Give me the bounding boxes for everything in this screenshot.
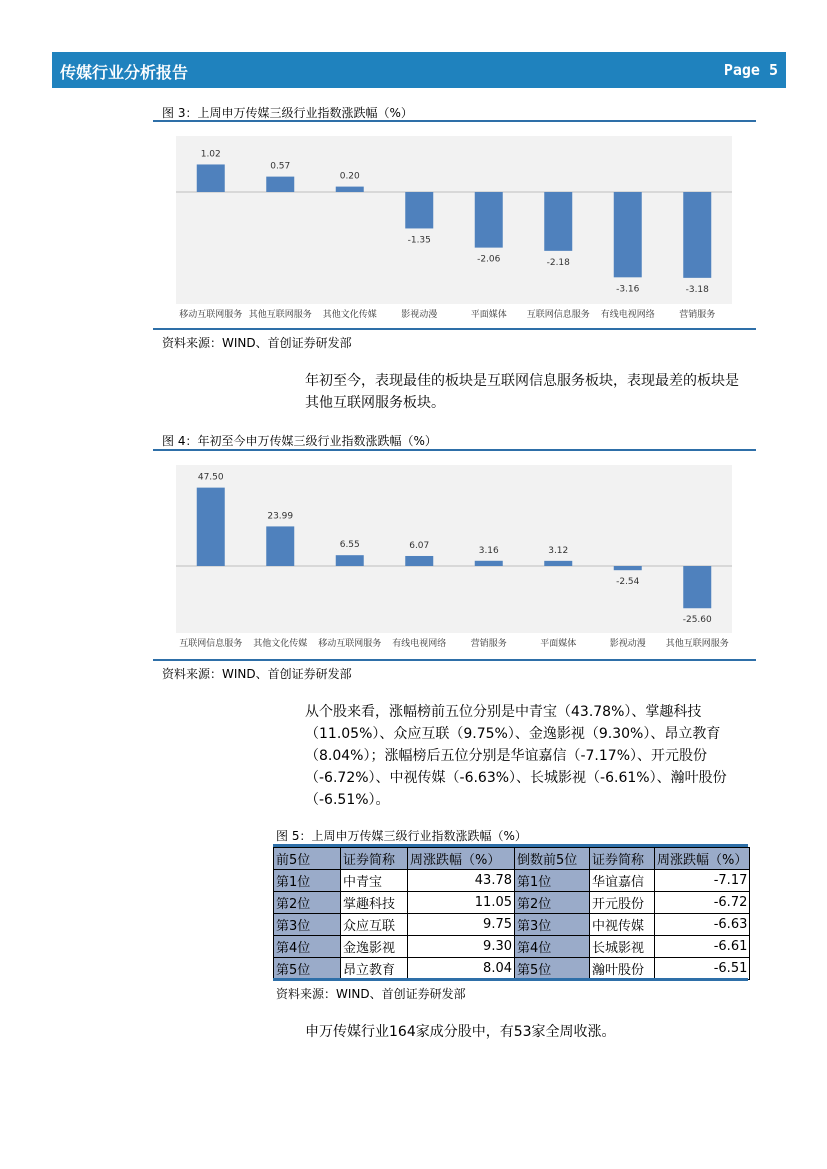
paragraph-ytd-summary: 年初至今，表现最佳的板块是互联网信息服务板块，表现最差的板块是其他互联网服务板块。 <box>305 373 739 411</box>
plot-area <box>176 136 732 304</box>
data-label: -25.60 <box>682 615 712 626</box>
bar <box>614 192 642 277</box>
fig4-source: 资料来源：WIND、首创证券研发部 <box>162 667 352 681</box>
fig3-top-rule <box>153 120 756 122</box>
category-label: 互联网信息服务 <box>526 310 590 320</box>
stock-bottom-cell: 中视传媒 <box>590 914 655 936</box>
table-row <box>274 914 750 936</box>
paragraph-stock-movers: 从个股来看，涨幅榜前五位分别是中青宝（43.78%）、掌趣科技（11.05%）、众应互联（9.75%）、金逸影视（9.30%）、昂立教育（8.04%）；涨幅榜后五位分别是华谊嘉信（-7.17%）、开元股份（-6.72%）、中视传媒（-6.63%）、长城影视（-6.61%）、瀚叶股份（-6.51%）。 <box>305 704 727 808</box>
table-row <box>274 936 750 958</box>
page-number: Page 5 <box>723 61 778 79</box>
bar <box>197 488 225 566</box>
bar <box>475 561 503 566</box>
data-label: -1.35 <box>407 235 431 246</box>
table-header-row <box>274 848 750 870</box>
bar <box>475 192 503 248</box>
table-row <box>274 958 750 980</box>
fig3-source: 资料来源：WIND、首创证券研发部 <box>162 336 352 350</box>
stock-top-cell: 众应互联 <box>341 914 408 936</box>
header-name-2: 证券简称 <box>590 848 655 870</box>
stock-bottom-cell: 长城影视 <box>590 936 655 958</box>
category-label: 营销服务 <box>679 310 716 320</box>
bar <box>266 177 294 192</box>
ranking-table <box>273 847 750 980</box>
category-label: 平面媒体 <box>470 310 507 320</box>
stock-bottom-cell: 开元股份 <box>590 892 655 914</box>
stock-top-cell: 金逸影视 <box>341 936 408 958</box>
category-label: 影视动漫 <box>609 639 646 649</box>
bar <box>336 187 364 192</box>
fig4-chart-svg <box>160 453 756 657</box>
change-bottom-cell: -6.61 <box>655 936 750 958</box>
fig5-title: 图 5：上周申万传媒三级行业指数涨跌幅（%） <box>276 829 527 843</box>
report-title: 传媒行业分析报告 <box>60 63 189 82</box>
category-label: 其他文化传媒 <box>322 310 377 320</box>
change-top-cell: 9.30 <box>408 936 515 958</box>
stock-top-cell: 掌趣科技 <box>341 892 408 914</box>
rank-top-cell: 第1位 <box>274 870 341 892</box>
fig4-title: 图 4：年初至今申万传媒三级行业指数涨跌幅（%） <box>162 434 437 448</box>
bar <box>405 556 433 566</box>
stock-top-cell: 中青宝 <box>341 870 408 892</box>
category-label: 其他文化传媒 <box>253 639 308 649</box>
bar <box>266 526 294 566</box>
fig5-bottom-rule <box>273 978 748 981</box>
fig4-bottom-rule <box>153 659 756 661</box>
rank-bottom-cell: 第3位 <box>515 914 590 936</box>
fig4-chart <box>160 453 756 657</box>
rank-top-cell: 第3位 <box>274 914 341 936</box>
category-label: 移动互联网服务 <box>179 310 243 320</box>
change-top-cell: 43.78 <box>408 870 515 892</box>
change-bottom-cell: -6.72 <box>655 892 750 914</box>
bar <box>197 164 225 192</box>
header-name: 证券简称 <box>341 848 408 870</box>
rank-top-cell: 第5位 <box>274 958 341 980</box>
rank-bottom-cell: 第2位 <box>515 892 590 914</box>
table-row <box>274 870 750 892</box>
fig4-top-rule <box>153 449 756 451</box>
table-row <box>274 892 750 914</box>
change-top-cell: 9.75 <box>408 914 515 936</box>
category-label: 其他互联网服务 <box>248 310 312 320</box>
bar <box>683 566 711 608</box>
change-bottom-cell: -6.63 <box>655 914 750 936</box>
fig5-source: 资料来源：WIND、首创证券研发部 <box>276 987 466 1001</box>
stock-bottom-cell: 瀚叶股份 <box>590 958 655 980</box>
data-label: -2.06 <box>477 254 501 265</box>
fig3-bottom-rule <box>153 328 756 330</box>
change-bottom-cell: -7.17 <box>655 870 750 892</box>
rank-bottom-cell: 第5位 <box>515 958 590 980</box>
rank-bottom-cell: 第4位 <box>515 936 590 958</box>
rank-top-cell: 第2位 <box>274 892 341 914</box>
header-change-2: 周涨跌幅（%） <box>655 848 750 870</box>
data-label: 47.50 <box>197 472 224 483</box>
data-label: 6.55 <box>339 540 360 551</box>
category-label: 移动互联网服务 <box>318 639 382 649</box>
category-label: 影视动漫 <box>401 310 438 320</box>
bar <box>683 192 711 278</box>
category-label: 营销服务 <box>470 639 507 649</box>
stock-top-cell: 昂立教育 <box>341 958 408 980</box>
change-top-cell: 8.04 <box>408 958 515 980</box>
change-bottom-cell: -6.51 <box>655 958 750 980</box>
data-label: 23.99 <box>267 511 294 522</box>
data-label: -2.18 <box>546 257 570 268</box>
category-label: 平面媒体 <box>540 639 577 649</box>
data-label: -2.54 <box>616 577 640 588</box>
rank-bottom-cell: 第1位 <box>515 870 590 892</box>
category-label: 其他互联网服务 <box>665 639 729 649</box>
stock-bottom-cell: 华谊嘉信 <box>590 870 655 892</box>
category-label: 有线电视网络 <box>600 310 655 320</box>
bar <box>336 555 364 566</box>
plot-area <box>176 465 732 633</box>
category-label: 互联网信息服务 <box>179 639 243 649</box>
data-label: -3.18 <box>685 284 709 295</box>
category-label: 有线电视网络 <box>392 639 447 649</box>
fig3-chart-svg <box>160 124 756 326</box>
bar <box>405 192 433 228</box>
header-top5: 前5位 <box>274 848 341 870</box>
fig3-chart <box>160 124 756 326</box>
bar <box>544 561 572 566</box>
change-top-cell: 11.05 <box>408 892 515 914</box>
header-change: 周涨跌幅（%） <box>408 848 515 870</box>
data-label: 6.07 <box>409 540 430 551</box>
data-label: 0.20 <box>339 171 360 182</box>
data-label: 3.16 <box>478 545 499 556</box>
fig3-title: 图 3：上周申万传媒三级行业指数涨跌幅（%） <box>162 106 413 120</box>
bar <box>544 192 572 251</box>
data-label: 3.12 <box>548 545 569 556</box>
data-label: 0.57 <box>270 161 291 172</box>
report-header <box>52 52 786 88</box>
data-label: -3.16 <box>616 284 640 295</box>
data-label: 1.02 <box>200 149 221 160</box>
rank-top-cell: 第4位 <box>274 936 341 958</box>
bar <box>614 566 642 570</box>
header-bottom5: 倒数前5位 <box>515 848 590 870</box>
paragraph-constituents: 申万传媒行业164家成分股中，有53家全周收涨。 <box>305 1024 616 1040</box>
